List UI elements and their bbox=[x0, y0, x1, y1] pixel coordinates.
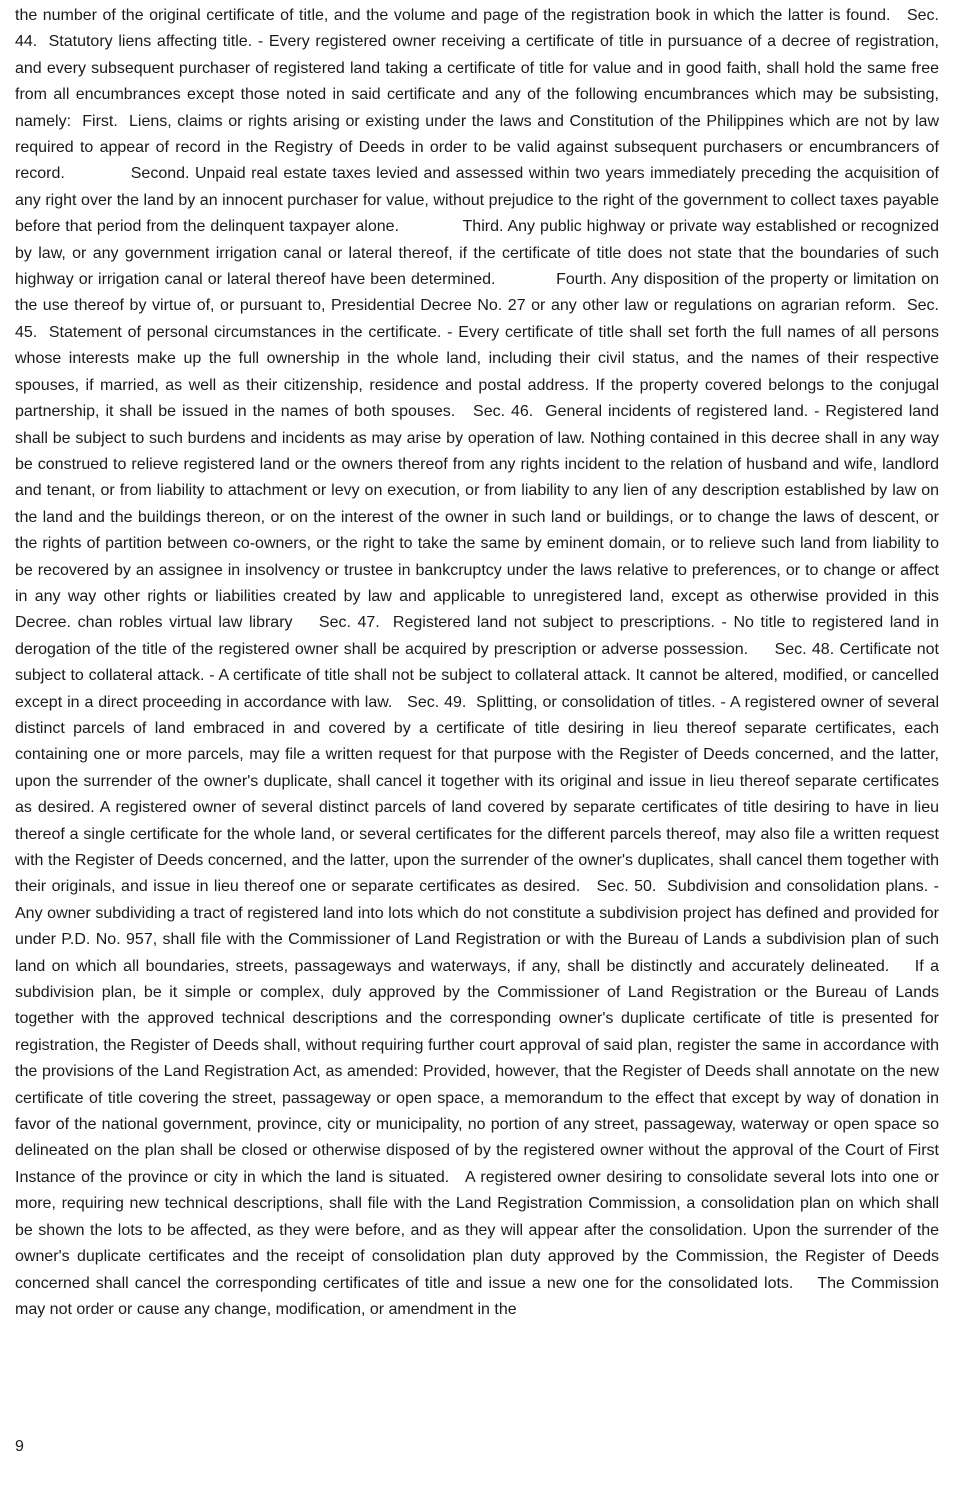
page-number: 9 bbox=[15, 1438, 24, 1455]
document-page bbox=[15, 3, 944, 1433]
body-text: the number of the original certificate of title, and the volume and page of the registration book in which the latter is found. Sec. 44. Statutory liens affecting title. - Every registered owner receiving a certificate of title in pursuance of a decree of registration, and every subsequent purchaser of registered land taking a certificate of title for value and in good faith, shall hold the same free from all encumbrances except those noted in said certificate and any of the following encumbrances which may be subsisting, namely: First. Liens, claims or rights arising or existing under the laws and Constitution of the Philippines which are not by law required to appear of record in the Registry of Deeds in order to be valid against subsequent purchasers or encumbrancers of record. Second. Unpaid real estate taxes levied and assessed within two years immediately preceding the acquisition of any right over the land by an innocent purchaser for value, without prejudice to the right of the government to collect taxes payable before that period from the delinquent taxpayer alone. Third. Any public highway or private way established or recognized by law, or any government irrigation canal or lateral thereof, if the certificate of title does not state that the boundaries of such highway or irrigation canal or lateral thereof have been determined. Fourth. Any disposition of the property or limitation on the use thereof by virtue of, or pursuant to, Presidential Decree No. 27 or any other law or regulations on agrarian reform. Sec. 45. Statement of personal circumstances in the certificate. - Every certificate of title shall set forth the full names of all persons whose interests make up the full ownership in the whole land, including their civil status, and the names of their respective spouses, if married, as well as their citizenship, residence and postal address. If the property covered belongs to the conjugal partnership, it shall be issued in the names of both spouses. Sec. 46. General incidents of registered land. - Registered land shall be subject to such burdens and incidents as may arise by operation of law. Nothing contained in this decree shall in any way be construed to relieve registered land or the owners thereof from any rights incident to the relation of husband and wife, landlord and tenant, or from liability to attachment or levy on execution, or from liability to any lien of any description established by law on the land and the buildings thereon, or on the interest of the owner in such land or buildings, or to change the laws of descent, or the rights of partition between co-owners, or the right to take the same by eminent domain, or to relieve such land from liability to be recovered by an assignee in insolvency or trustee in bankcruptcy under the laws relative to preferences, or to change or affect in any way other rights or liabilities created by law and applicable to unregistered land, except as otherwise provided in this Decree. chan robles virtual law library Sec. 47. Registered land not subject to prescriptions. - No title to registered land in derogation of the title of the registered owner shall be acquired by prescription or adverse possession. Sec. 48. Certificate not subject to collateral attack. - A certificate of title shall not be subject to collateral attack. It cannot be altered, modified, or cancelled except in a direct proceeding in accordance with law. Sec. 49. Splitting, or consolidation of titles. - A registered owner of several distinct parcels of land embraced in and covered by a certificate of title desiring in lieu thereof separate certificates, each containing one or more parcels, may file a written request for that purpose with the Register of Deeds concerned, and the latter, upon the surrender of the owner's duplicate, shall cancel it together with its original and issue in lieu thereof separate certificates as desired. A registered owner of several distinct parcels of land covered by separate certificates of title desiring to have in lieu thereof a single certificate for the whole land, or several certificates for the different parcels thereof, may also file a written request with the Register of Deeds concerned, and the latter, upon the surrender of the owner's duplicates, shall cancel them together with their originals, and issue in lieu thereof one or separate certificates as desired. Sec. 50. Subdivision and consolidation plans. - Any owner subdividing a tract of registered land into lots which do not constitute a subdivision project has defined and provided for under P.D. No. 957, shall file with the Commissioner of Land Registration or with the Bureau of Lands a subdivision plan of such land on which all boundaries, streets, passageways and waterways, if any, shall be distinctly and accurately delineated. If a subdivision plan, be it simple or complex, duly approved by the Commissioner of Land Registration or the Bureau of Lands together with the approved technical descriptions and the corresponding owner's duplicate certificate of title is presented for registration, the Register of Deeds shall, without requiring further court approval of said plan, register the same in accordance with the provisions of the Land Registration Act, as amended: Provided, however, that the Register of Deeds shall annotate on the new certificate of title covering the street, passageway or open space, a memorandum to the effect that except by way of donation in favor of the national government, province, city or municipality, no portion of any street, passageway, waterway or open space so delineated on the plan shall be closed or otherwise disposed of by the registered owner without the approval of the Court of First Instance of the province or city in which the land is situated. A registered owner desiring to consolidate several lots into one or more, requiring new technical descriptions, shall file with the Land Registration Commission, a consolidation plan on which shall be shown the lots to be affected, as they were before, and as they will appear after the consolidation. Upon the surrender of the owner's duplicate certificates and the receipt of consolidation plan duty approved by the Commission, the Register of Deeds concerned shall cancel the corresponding certificates of title and issue a new one for the consolidated lots. The Commission may not order or cause any change, modification, or amendment in the bbox=[15, 7, 944, 1318]
